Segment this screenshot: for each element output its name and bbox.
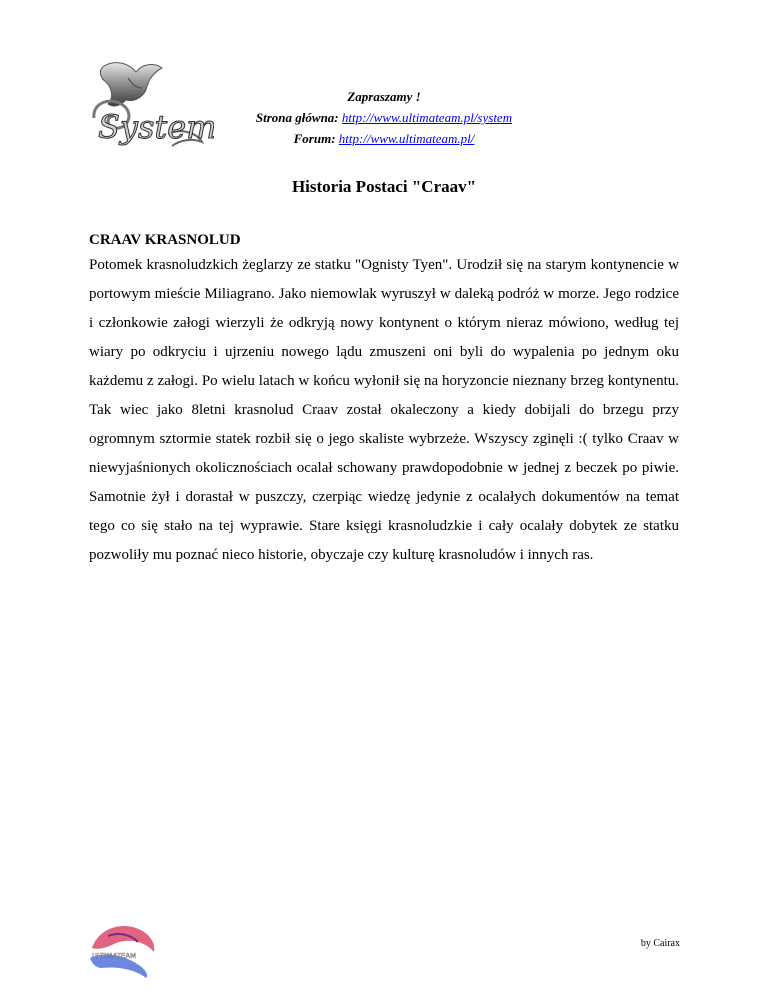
section-heading: CRAAV KRASNOLUD [89,232,241,248]
forum-label: Forum: [293,131,336,146]
invite-text: Zapraszamy ! [347,89,421,104]
ultimateam-logo [84,918,164,982]
system-logo [84,58,214,158]
main-page-label: Strona główna: [255,110,339,125]
main-page-link[interactable]: http://www.ultimateam.pl/system [341,110,513,125]
forum-link[interactable]: http://www.ultimateam.pl/ [338,131,475,146]
ultimateam-logo-text: ULTIMATEAM [92,952,137,960]
main-page-line [200,107,568,128]
footer-author: by Cairax [640,938,680,949]
forum-line [200,128,568,149]
system-logo-text: System [98,108,214,146]
body-paragraph: Potomek krasnoludzkich żeglarzy ze statku "Ognisty Tyen". Urodził się na starym kontynencie w portowym mieście Miliagrano. Jako niemowlak wyruszył w daleką podróż w morze. Jego rodzice i członkowie załogi wierzyli że odkryją nowy kontynent o którym nieraz mówiono, według tej wiary po odkryciu i ujrzeniu nowego lądu zmuszeni oni byli do wypalenia po jednym oku każdemu z załogi. Po wielu latach w końcu wyłonił się na horyzoncie nieznany brzeg kontynentu. Tak wiec jako 8letni krasnolud Craav został okaleczony a kiedy dobijali do brzegu przy ogromnym sztormie statek rozbił się o jego skaliste wybrzeże. Wszyscy zginęli :( tylko Craav w niewyjaśnionych okolicznościach ocalał schowany prawdopodobnie w jednej z beczek po piwie. Samotnie żył i dorastał w puszczy, czerpiąc wiedzę jedynie z ocalałych dokumentów na temat tego co się stało na tej wyprawie. Stare księgi krasnoludzkie i cały ocalały dobytek ze statku pozwoliły mu poznać nieco historie, obyczaje czy kulturę krasnoludów i innych ras. [89,257,679,563]
header-block [200,86,568,149]
document-title: Historia Postaci "Craav" [291,177,477,196]
